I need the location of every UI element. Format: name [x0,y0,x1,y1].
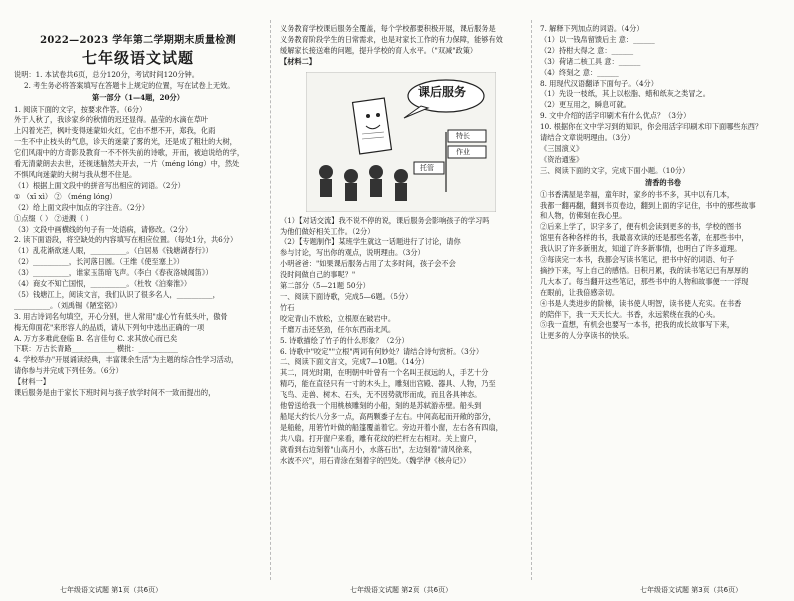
cartoon-sign: 托管 [420,163,434,172]
question-lines [280,216,522,467]
text-line: 水波不兴"，用石青涂在刻着字的凹处。（魏学洢《核舟记》） [280,455,471,465]
section-heading: 第一部分（1—4题，20分） [92,92,184,102]
text-line: 6. 诗歌中"咬定""立根"两词有何妙处？请结合诗句赏析。（3分） [280,346,484,356]
text-line: 几大本了。每当翻开这些笔记，那些书中的人物和故事便一一浮现 [540,276,749,286]
cartoon-bubble-text: 课后服务 [418,84,467,99]
cartoon-svg [306,72,496,212]
text-line: （1）先设一枝纸，其上以松脂、蜡和纸灰之类冒之。 [540,89,710,99]
text-line: （5）钱塘江上，阅读文言，我们认识了很多名人，__________， [14,289,220,299]
text-line: 精巧，能在直径只有一寸的木头上，雕刻出宫殿、器具、人物，乃至 [280,379,496,389]
text-line: 其二，同光时期，在明朝中叶曾有一个名叫王叔远的人，手艺十分 [280,368,489,378]
text-line: 外于人秋了，我诊家乡的秋情的迟还显得。晶莹的水滴在草叶 [14,115,209,125]
text-line: 摘抄下来，写上自己的感悟。日积月累，我的读书笔记已有厚厚的 [540,265,749,275]
text-line: 看无清蒙朗去去世，还视迷脑然夫开去，一片（méng lóng）中，然处 [14,159,240,169]
material-label: 【材料二】 [280,56,316,66]
text-line: 船尾大约长八分多一点，高两颗黍子左右。中间高起而开敞的部分， [280,411,496,421]
text-line: ①书香满屋是幸福，童年时，家乡的书不多，其中以有几本， [540,189,735,199]
exam-title: 七年级语文试题 [81,48,194,67]
text-line: 5. 诗歌描绘了竹子的什么形象？（2分） [280,335,409,345]
text-line: 小明爸爸："如果课后服务占用了太多时间，孩子会不会 [280,259,456,269]
cartoon-sign: 作业 [456,147,470,156]
column-divider [270,20,271,580]
text-line: （2）【专题制作】某班学生就这一话题进行了讨论，请你 [280,237,461,247]
text-line: 竹石 [280,302,295,312]
text-line: （1）根据上面文段中的拼音写出相应的词语。（2分） [14,180,185,190]
text-line: 请你参与并完成下列任务。（6分） [14,366,123,376]
exam-header: 2022—2023 学年第二学期期末质量检测 [40,35,236,46]
text-line: 千磨万击还坚劲，任尔东西南北风。 [280,324,396,334]
text-line: 4. 学校举办"开展诵读经典，丰富课余生活"为主题的综合性学习活动， [14,355,239,365]
article-title: 清香的书卷 [645,177,681,187]
text-line: 不惧风向迷蒙的大树与我从想不住是。 [14,169,137,179]
exam-column-1 [14,24,262,579]
text-line: 我都一翻再翻，翻到书页卷边，翻到上面的字记住，书中的那些故事 [540,200,756,210]
text-line: 一生不中止枝头的气息，诊天的迷蒙了雾的光，还是成了粗壮的大树， [14,137,237,147]
text-line: 为他们做好相关工作。（2分） [280,226,375,236]
exam-column-3 [540,24,786,579]
text-line: 飞鸟、走兽、树木、石头，无不因势就形而成，而且各具神态。 [280,390,482,400]
question-lines [540,24,786,177]
text-line: ③每读完一本书，我都会写读书笔记，把书中好的词语、句子 [540,255,735,265]
cartoon-illustration [306,72,496,212]
article-body [540,190,786,343]
text-line: （1）乱花渐欲迷人眼，__________。（白居易《钱塘湖春行》） [14,246,213,256]
text-line: 8. 用现代汉语翻译下面句子。（4分） [540,78,658,88]
column-divider [531,20,532,580]
text-line: A. 万方多难此登临 B. 名言佳句 C. 求其放心而已矣 [14,333,178,343]
text-line: ④书是人类进步的阶梯，读书使人明智，读书使人充实。在书香 [540,298,742,308]
text-line: （3）文段中画横线的句子有一处语病，请修改。（2分） [14,224,193,234]
text-line: ②后来上学了，识字多了，便有机会读到更多的书，学校的图书 [540,222,742,232]
text-line: 【材料一】 [14,377,50,387]
text-line: （1）【对话交流】我不说不停的说，课后服务会影响孩子的学习吗 [280,215,490,225]
question-lines [280,24,522,57]
text-line: （4）终刻之 意：______ [540,67,619,77]
text-line: 就看到右边刻着"山高月小，水落石出"，左边刻着"清风徐来， [280,444,477,454]
text-line: 的陪伴下，我一天天长大。书香，永远萦绕在我的心头。 [540,309,720,319]
text-line: 9. 文中介绍的活字印刷术有什么优点？（3分） [540,111,691,121]
text-line: 第二部分（5—21题 50分） [280,281,370,291]
text-line: （2）持柑大得之 意：______ [540,45,634,55]
text-line: 一、阅读下面诗歌，完成5—6题。（5分） [280,291,413,301]
page-footer: 七年级语文试题 第1页（共6页） [60,586,163,594]
text-line: 咬定青山不放松，立根原在破岩中。 [280,313,396,323]
text-line: 7. 解释下列加点的词语。（4分） [540,24,644,33]
question-lines [14,105,262,399]
text-line: 是船舱，用箬竹叶做的船篷覆盖着它。旁边开着小窗，左右各有四扇， [280,422,503,432]
text-line: 义务教育阶段学生的日常需求，也是对家长工作的有力保障，能够有效 [280,34,503,44]
page-footer: 七年级语文试题 第2页（共6页） [350,586,453,594]
text-line: 义务教育学校课后服务全覆盖，每个学校都要积极开展，课后服务是 [280,24,496,33]
text-line: 梅无仰面花"来形容人的品质，请从下列句中选出正确的一项 [14,322,205,332]
text-line: （2）更互用之，瞬息可就。 [540,100,631,110]
text-line: （3）__________，谁家玉笛暗飞声。（李白《春夜洛城闻笛》） [14,268,213,278]
text-line: ① （xī xì） ② （méng lóng） [14,191,117,201]
text-line: （2）__________，长河落日圆。（王维《使至塞上》） [14,257,184,267]
text-line: 缓解家长接送难的问题，提升学校的育人水平。（"双减"政策） [280,45,478,55]
text-line: （3）荷诸二核工具 意：______ [540,56,641,66]
page-footer: 七年级语文试题 第3页（共6页） [640,586,743,594]
exam-note: 说明：1. 本试卷共6页，总分120分，考试时间120分钟。 [14,69,199,79]
text-line: 它们风雨中的方奇影及教育一不不怀失前的诗歌，开而，被迫说给的学， [14,148,245,158]
text-line: 让更多的人分享读书的快乐。 [540,331,634,341]
text-line: 1. 阅读下面的文字，按要求作答。（6分） [14,104,147,114]
text-line: 二、阅读下面文言文，完成7—10题。（14分） [280,357,429,367]
text-line: 请结合文章说明理由。（3分） [540,133,635,143]
text-line: （1）以一钱帛留馈后主 意：______ [540,34,655,44]
text-line: 参与讨论，写出你的观点，说明理由。（3分） [280,248,425,258]
text-line: 3. 用古诗词名句填空，开心分别，世人常用"虚心竹有低头叶，傲骨 [14,311,228,321]
text-line: 下联：万古长青路____________ 横批：___________ [14,344,179,354]
text-line: 三、阅读下面的文字，完成下面小题。（10分） [540,165,690,175]
text-line: （2）给上面文段中加点的字注音。（2分） [14,202,149,212]
text-line: 没时间做自己的事呢？" [280,270,356,280]
text-line: 馆里有各种各样的书，我最喜欢读的还是那些名著，在那些书中， [540,233,749,243]
text-line: 共八扇。打开窗户来看，雕有花纹的栏杆左右相对。关上窗户， [280,433,482,443]
exam-column-2 [280,24,522,579]
text-line: 2. 读下面语段，将空缺处的内容填写在相应位置。（每处1分，共6分） [14,235,238,245]
text-line: ⑤我一直想，有机会也要写一本书，把我的成长故事写下来， [540,320,735,330]
text-line: 和人物，仿佛刻在我心里。 [540,211,627,221]
text-line: __________。（刘禹锡《陋室铭》） [14,300,122,310]
text-line: 《资治通鉴》 [540,154,584,164]
text-line: 课后服务是由于家长下班时间与孩子放学时间不一致而提出的， [14,388,216,398]
text-line: 他曾送给我一个用桃核雕刻的小船，刻的是苏轼游赤壁。船头到 [280,401,482,411]
text-line: 在眼前，让我倍感亲切。 [540,287,620,297]
cartoon-sign: 特长 [456,131,470,140]
text-line: （4）商女不知亡国恨，__________。（杜牧《泊秦淮》） [14,279,192,289]
text-line: 《三国演义》 [540,143,584,153]
text-line: 我认识了许多新朋友，知道了许多新事情，也明白了许多道理。 [540,244,742,254]
text-line: 上闪着光芒，枫叶变得迷蒙如火红，它由不想不开，郑我，化雨 [14,126,216,136]
text-line: 10. 根据你在文中学习到的知识，你会用活字印刷术印下面哪些东西？ [540,122,763,132]
exam-note: 2. 考生务必将答案填写在答题卡上规定的位置，写在试卷上无效。 [24,80,235,90]
text-line: ①点缀（ ） ②迸溅（ ） [14,213,93,223]
